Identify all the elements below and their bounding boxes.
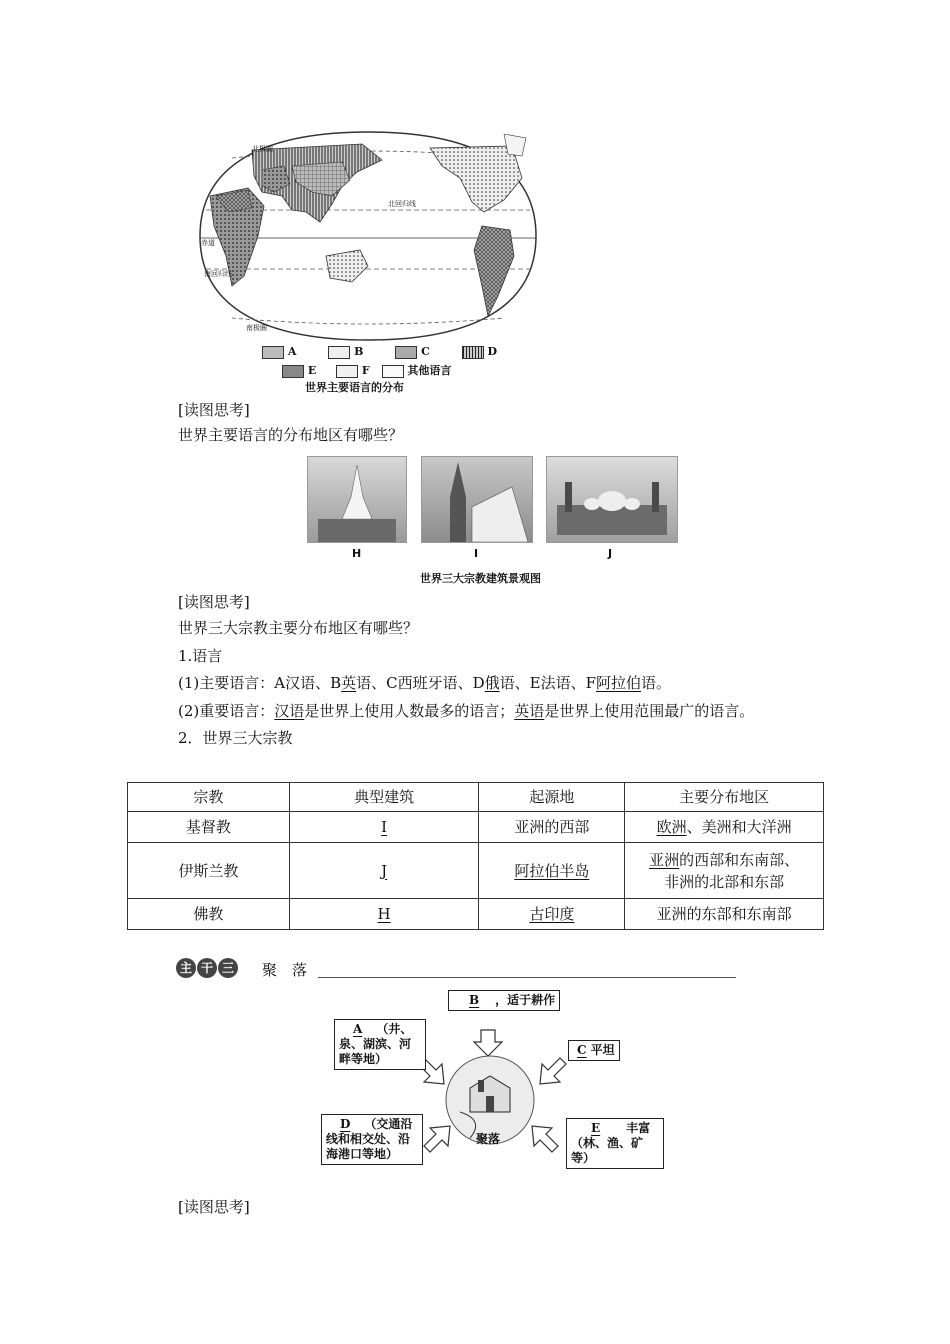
badge-circle-2: 干 <box>197 958 217 978</box>
legend-swatch-a <box>262 346 284 359</box>
origin-answer: 阿拉伯半岛 <box>514 861 590 880</box>
photo-label-i: I <box>474 547 479 560</box>
think-question-2: 世界三大宗教主要分布地区有哪些？ <box>178 619 419 637</box>
settlement-box-e <box>566 1118 664 1169</box>
table-row <box>128 899 824 930</box>
table-row <box>128 843 824 899</box>
legend-f: F <box>361 364 370 377</box>
section-badge <box>176 958 238 978</box>
legend-e: E <box>307 364 317 377</box>
language-map <box>192 126 544 346</box>
photo-label-j: J <box>608 547 613 560</box>
legend-d: D <box>487 345 498 358</box>
box-d-text2: 线和相交处、沿 <box>326 1132 411 1146</box>
think-heading-3: [读图思考] <box>178 1198 250 1216</box>
settlement-box-c <box>568 1040 620 1061</box>
legend-swatch-b <box>328 346 350 359</box>
north-polar-label: 北极圈 <box>252 145 273 153</box>
language-line-2 <box>178 701 754 721</box>
world-map-graphic <box>192 126 544 346</box>
legend-b: B <box>354 345 364 358</box>
religion-name: 基督教 <box>128 812 290 843</box>
lang1-answer-russian: 俄 <box>484 674 500 692</box>
box-d-text1: （交通沿 <box>364 1117 413 1131</box>
legend-swatch-e <box>282 365 304 378</box>
building-answer: H <box>377 905 391 923</box>
lang1-mid1: 语、C西班牙语、D <box>356 674 485 692</box>
photo-label-h: H <box>352 547 362 560</box>
lang1-answer-arabic: 阿拉伯 <box>596 674 642 692</box>
box-e-text2: （林、渔、矿等） <box>571 1136 644 1165</box>
lang2-answer-english: 英语 <box>514 702 545 720</box>
legend-swatch-c <box>395 346 417 359</box>
section-title: 聚 落 <box>262 961 308 979</box>
building-answer: J <box>381 861 388 880</box>
religion-title: 2．世界三大宗教 <box>178 729 293 747</box>
tropic-cancer-label: 北回归线 <box>388 200 416 208</box>
south-polar-label: 南极圈 <box>246 324 267 332</box>
settlement-box-b <box>448 990 560 1011</box>
badge-circle-3: 三 <box>218 958 238 978</box>
lang1-answer-english: 英 <box>341 674 357 692</box>
settlement-box-d <box>321 1114 423 1165</box>
box-b-key: B <box>469 993 480 1007</box>
think-question-1: 世界主要语言的分布地区有哪些？ <box>178 426 404 444</box>
think-heading-2: [读图思考] <box>178 593 250 611</box>
distribution-text: 、美洲和大洋洲 <box>686 818 792 836</box>
origin-answer: 古印度 <box>529 905 575 923</box>
photo-h-pagoda <box>307 456 407 543</box>
distribution-text-line2: 非洲的北部和东部 <box>664 872 785 891</box>
religion-table <box>127 782 824 930</box>
settlement-box-a <box>334 1019 426 1070</box>
lang2-suffix: 是世界上使用范围最广的语言。 <box>544 702 755 720</box>
table-row <box>128 812 824 843</box>
map-caption: 世界主要语言的分布 <box>305 381 404 394</box>
box-c-text: 平坦 <box>590 1043 615 1057</box>
legend-swatch-other <box>382 365 404 378</box>
lang2-mid: 是世界上使用人数最多的语言； <box>304 702 515 720</box>
table-header-row <box>128 783 824 812</box>
building-answer: I <box>381 818 388 836</box>
origin-text: 亚洲的西部 <box>479 812 625 843</box>
photo-i-church <box>421 456 533 543</box>
equator-label: 赤道 <box>201 239 215 247</box>
photo-j-mosque <box>546 456 678 543</box>
box-a-text1: （井、 <box>376 1022 413 1036</box>
lang1-mid2: 语、E法语、F <box>499 674 597 692</box>
legend-other: 其他语言 <box>407 364 452 377</box>
box-a-text2: 泉、湖滨、河 <box>339 1037 412 1051</box>
tropic-capricorn-label: 南回归线 <box>204 270 232 278</box>
legend-swatch-f <box>336 365 358 378</box>
box-b-text: ，适于耕作 <box>495 993 556 1007</box>
legend-swatch-d <box>462 346 484 359</box>
box-e-text1: 丰富 <box>626 1121 651 1135</box>
header-distribution: 主要分布地区 <box>625 783 824 812</box>
settlement-center-label: 聚落 <box>476 1132 501 1146</box>
distribution-answer: 欧洲 <box>656 818 687 836</box>
badge-circle-1: 主 <box>176 958 196 978</box>
lang2-prefix: (2)重要语言： <box>178 702 275 720</box>
lang1-prefix: (1)主要语言：A汉语、B <box>178 674 342 692</box>
header-religion: 宗教 <box>128 783 290 812</box>
lang2-answer-chinese: 汉语 <box>274 702 305 720</box>
box-a-key: A <box>353 1022 363 1036</box>
distribution-cell <box>625 812 824 843</box>
map-legend <box>262 344 497 379</box>
distribution-answer: 亚洲 <box>649 850 680 869</box>
box-c-key: C <box>577 1043 587 1057</box>
language-title: 1.语言 <box>178 647 223 665</box>
religion-name: 佛教 <box>128 899 290 930</box>
distribution-text: 的西部和东南部、 <box>679 850 800 869</box>
language-line-1 <box>178 673 671 693</box>
header-building: 典型建筑 <box>289 783 479 812</box>
box-d-key: D <box>340 1117 351 1131</box>
distribution-text: 亚洲的东部和东南部 <box>625 899 824 930</box>
religion-name: 伊斯兰教 <box>128 843 290 899</box>
legend-c: C <box>421 345 430 358</box>
photo-caption: 世界三大宗教建筑景观图 <box>420 572 541 585</box>
section-rule <box>318 977 736 978</box>
lang1-suffix: 语。 <box>641 674 672 692</box>
header-origin: 起源地 <box>479 783 625 812</box>
box-e-key: E <box>591 1121 601 1135</box>
box-d-text3: 海港口等地） <box>326 1147 399 1161</box>
box-a-text3: 畔等地） <box>339 1052 388 1066</box>
think-heading-1: [读图思考] <box>178 401 250 419</box>
distribution-cell <box>625 843 824 899</box>
legend-a: A <box>287 345 297 358</box>
